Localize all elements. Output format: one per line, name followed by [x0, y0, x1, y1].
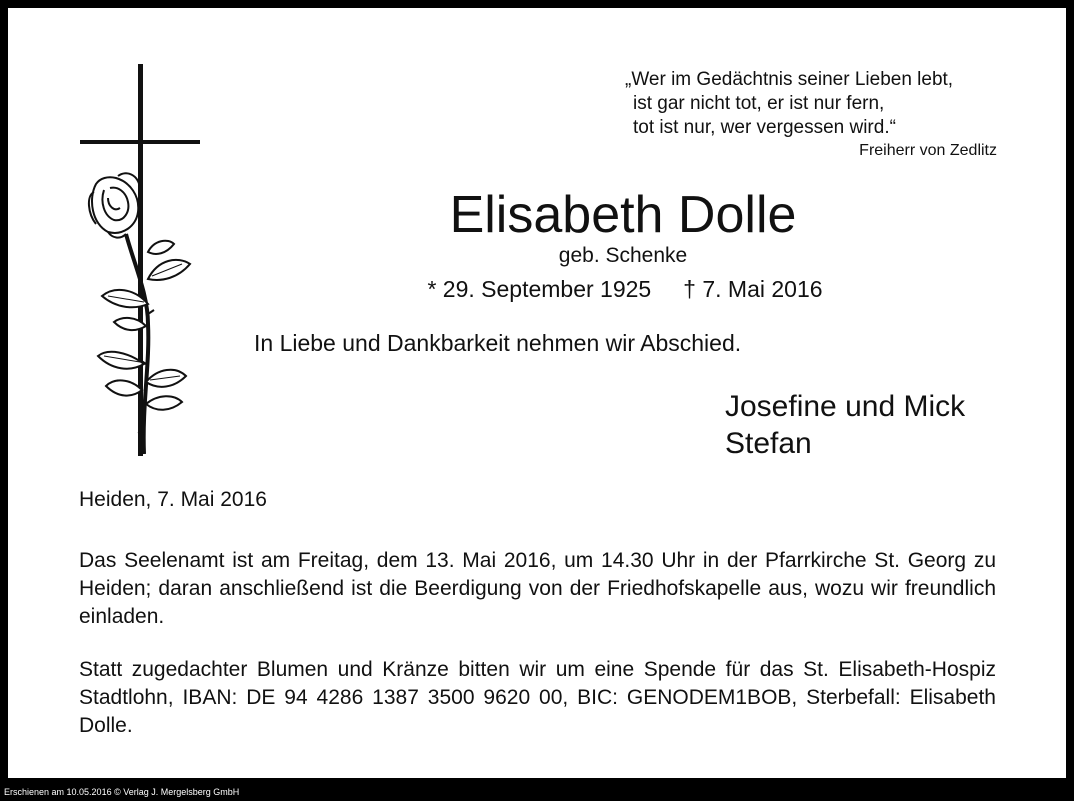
- mourner-name: Stefan: [725, 427, 812, 460]
- obituary-notice: [8, 8, 1066, 778]
- mourners-list: [725, 388, 965, 462]
- cross-with-rose-icon: [78, 64, 218, 469]
- life-dates: * 29. September 1925 † 7. Mai 2016: [427, 276, 823, 302]
- quote-line: ist gar nicht tot, er ist nur fern,: [633, 93, 885, 114]
- quote-line: „Wer im Gedächtnis seiner Lieben lebt,: [625, 69, 954, 90]
- service-info-paragraph: Das Seelenamt ist am Freitag, dem 13. Mai 2016, um 14.30 Uhr in der Pfarrkirche St. Georg zu Heiden; daran anschließend ist die Beerdigung von der Friedhofskapelle aus, wozu wir freundlich einladen.: [79, 549, 996, 628]
- place-and-date: Heiden, 7. Mai 2016: [79, 488, 267, 511]
- mourner-name: Josefine und Mick: [725, 390, 966, 423]
- memorial-quote: [625, 68, 997, 162]
- farewell-line: In Liebe und Dankbarkeit nehmen wir Abschied.: [254, 330, 742, 356]
- publication-footer: Erschienen am 10.05.2016 © Verlag J. Mergelsberg GmbH: [4, 787, 240, 797]
- quote-author: Freiherr von Zedlitz: [859, 142, 997, 159]
- donation-info-paragraph: Statt zugedachter Blumen und Kränze bitten wir um eine Spende für das St. Elisabeth-Hospiz Stadtlohn, IBAN: DE 94 4286 1387 3500 9620 00, BIC: GENODEM1BOB, Sterbefall: Elisabeth Dolle.: [79, 658, 996, 737]
- deceased-name: Elisabeth Dolle: [449, 186, 797, 244]
- quote-line: tot ist nur, wer vergessen wird.“: [633, 117, 896, 138]
- birth-name: geb. Schenke: [558, 244, 688, 267]
